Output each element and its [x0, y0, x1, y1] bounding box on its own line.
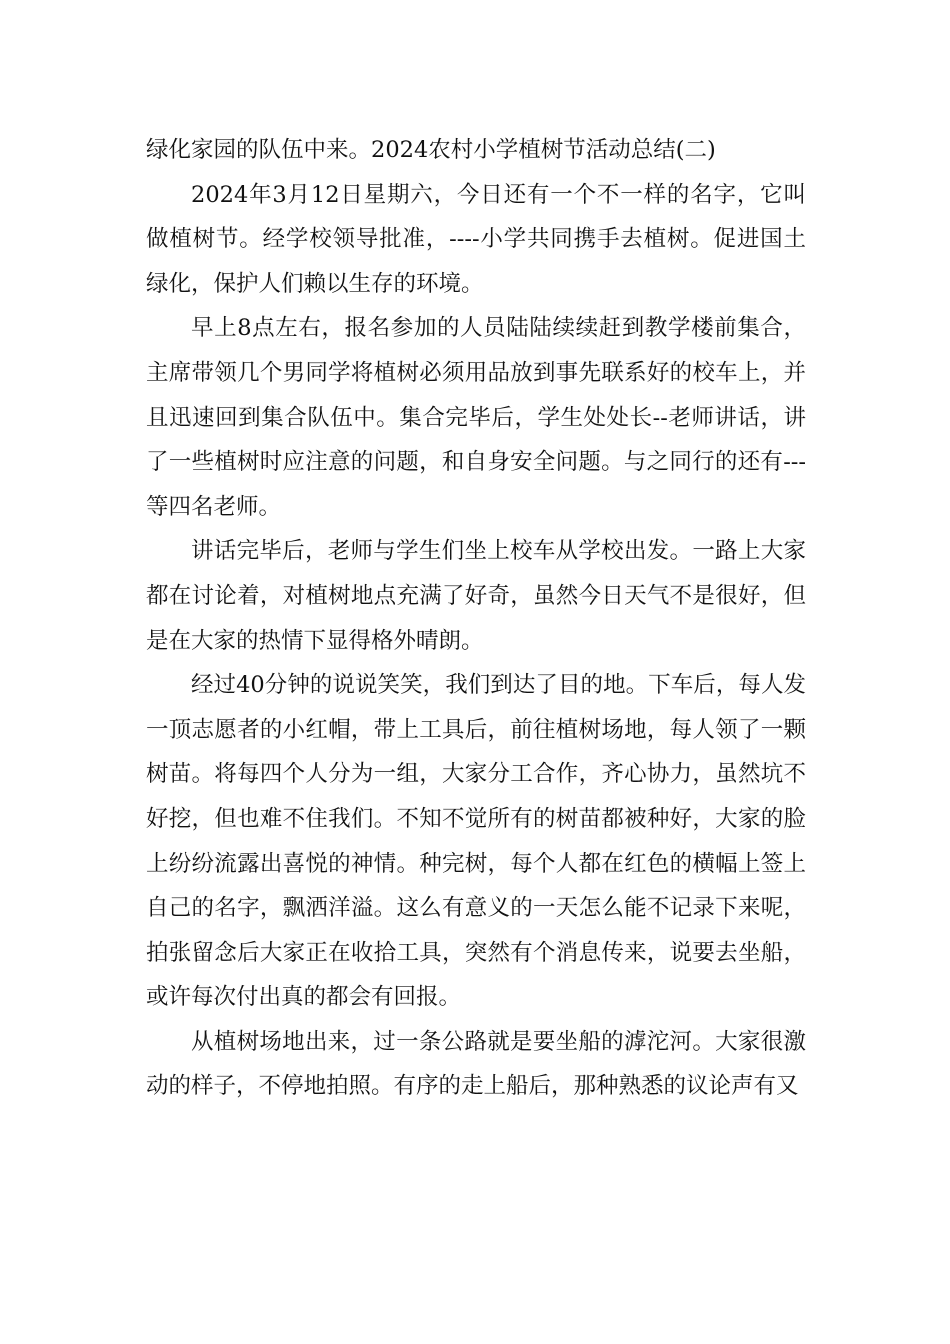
paragraph-date-intro: 2024年3月12日星期六，今日还有一个不一样的名字，它叫做植树节。经学校领导批准，----小学共同携手去植树。促进国土绿化，保护人们赖以生存的环境。	[146, 181, 806, 297]
paragraph-morning-gathering: 早上8点左右，报名参加的人员陆陆续续赶到教学楼前集合，主席带领几个男同学将植树必须用品放到事先联系好的校车上，并且迅速回到集合队伍中。集合完毕后，学生处处长--老师讲话，讲了一些植树时应注意的问题，和自身安全问题。与之同行的还有---等四名老师。	[146, 315, 806, 520]
document-body	[146, 128, 806, 1109]
paragraph-continuation-and-title: 绿化家园的队伍中来。2024农村小学植树节活动总结(二)	[146, 137, 716, 163]
paragraph-departure: 讲话完毕后，老师与学生们坐上校车从学校出发。一路上大家都在讨论着，对植树地点充满了好奇，虽然今日天气不是很好，但是在大家的热情下显得格外晴朗。	[146, 538, 806, 654]
paragraph-boat-trip: 从植树场地出来，过一条公路就是要坐船的滹沱河。大家很激动的样子，不停地拍照。有序的走上船后，那种熟悉的议论声有又	[146, 1028, 806, 1100]
paragraph-planting: 经过40分钟的说说笑笑，我们到达了目的地。下车后，每人发一顶志愿者的小红帽，带上工具后，前往植树场地，每人领了一颗树苗。将每四个人分为一组，大家分工合作，齐心协力，虽然坑不好挖，但也难不住我们。不知不觉所有的树苗都被种好，大家的脸上纷纷流露出喜悦的神情。种完树，每个人都在红色的横幅上签上自己的名字，飘洒洋溢。这么有意义的一天怎么能不记录下来呢，拍张留念后大家正在收拾工具，突然有个消息传来，说要去坐船，或许每次付出真的都会有回报。	[146, 672, 806, 1011]
